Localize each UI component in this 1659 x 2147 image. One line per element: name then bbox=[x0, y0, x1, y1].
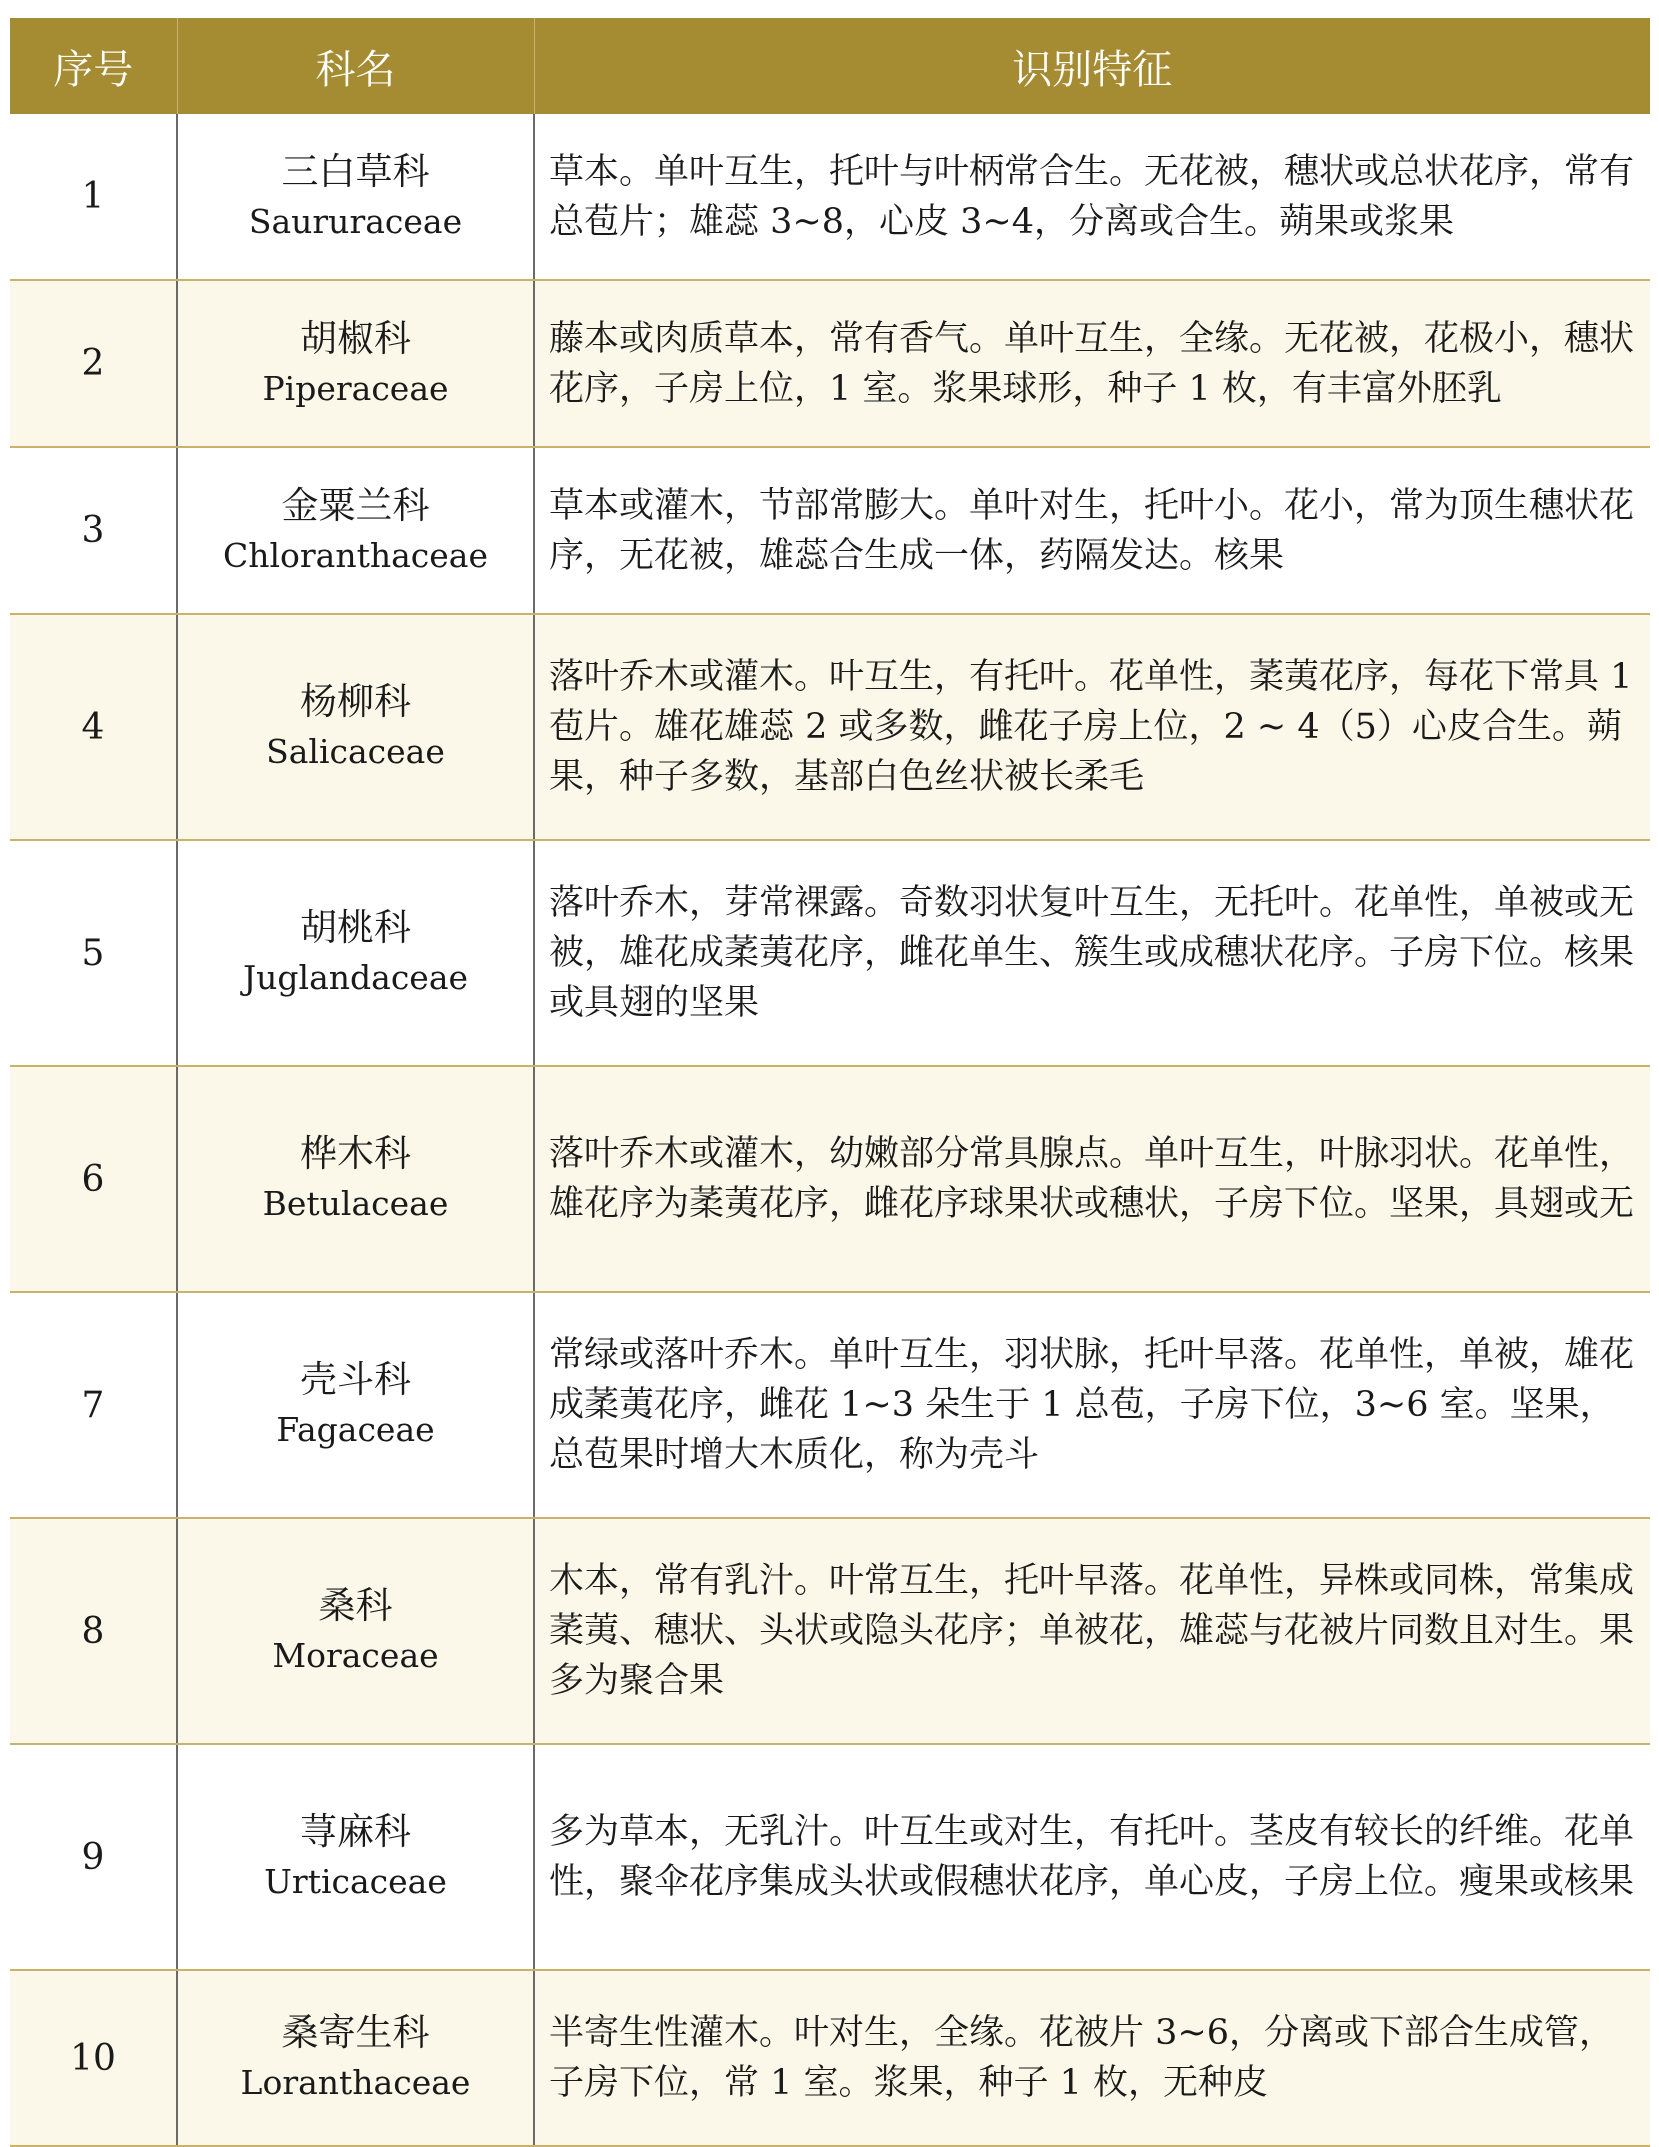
family-chinese-name: 金粟兰科 bbox=[281, 483, 430, 527]
table-row bbox=[10, 840, 1650, 1066]
family-latin-name: Chloranthaceae bbox=[222, 535, 489, 575]
row-number: 3 bbox=[10, 447, 177, 614]
header-features: 识别特征 bbox=[534, 18, 1650, 114]
features-cell: 木本，常有乳汁。叶常互生，托叶早落。花单性，异株或同株，常集成葇荑、穗状、头状或隐头花序；单被花，雄蕊与花被片同数且对生。果多为聚合果 bbox=[534, 1518, 1650, 1744]
family-latin-name: Juglandaceae bbox=[242, 958, 469, 997]
plant-family-table bbox=[10, 18, 1650, 2147]
features-cell: 草本。单叶互生，托叶与叶柄常合生。无花被，穗状或总状花序，常有总苞片；雄蕊 3~8，心皮 3~4，分离或合生。蒴果或浆果 bbox=[534, 114, 1650, 280]
family-latin-name: Piperaceae bbox=[262, 368, 449, 408]
family-chinese-name: 杨柳科 bbox=[300, 680, 411, 723]
header-family: 科名 bbox=[177, 18, 534, 114]
table-row bbox=[10, 1518, 1650, 1744]
row-number: 9 bbox=[10, 1744, 177, 1970]
header-number: 序号 bbox=[10, 18, 177, 114]
family-chinese-name: 桦木科 bbox=[300, 1132, 411, 1175]
table-row bbox=[10, 1744, 1650, 1970]
family-cell bbox=[177, 114, 534, 280]
family-latin-name: Fagaceae bbox=[276, 1410, 435, 1449]
family-latin-name: Saururaceae bbox=[248, 201, 463, 241]
family-chinese-name: 桑科 bbox=[318, 1584, 393, 1627]
family-cell bbox=[177, 1970, 534, 2146]
family-latin-name: Salicaceae bbox=[266, 732, 445, 771]
table-row bbox=[10, 447, 1650, 614]
features-cell: 落叶乔木或灌木，幼嫩部分常具腺点。单叶互生，叶脉羽状。花单性，雄花序为葇荑花序，雌花序球果状或穗状，子房下位。坚果，具翅或无 bbox=[534, 1066, 1650, 1292]
family-chinese-name: 胡桃科 bbox=[300, 906, 411, 949]
plant-family-table-container bbox=[10, 18, 1650, 2147]
row-number: 6 bbox=[10, 1066, 177, 1292]
row-number: 10 bbox=[10, 1970, 177, 2146]
family-chinese-name: 荨麻科 bbox=[300, 1810, 411, 1853]
table-body bbox=[10, 114, 1650, 2146]
features-cell: 草本或灌木，节部常膨大。单叶对生，托叶小。花小，常为顶生穗状花序，无花被，雄蕊合生成一体，药隔发达。核果 bbox=[534, 447, 1650, 614]
features-cell: 落叶乔木，芽常裸露。奇数羽状复叶互生，无托叶。花单性，单被或无被，雄花成葇荑花序，雌花单生、簇生或成穗状花序。子房下位。核果或具翅的坚果 bbox=[534, 840, 1650, 1066]
features-cell: 半寄生性灌木。叶对生，全缘。花被片 3~6，分离或下部合生成管，子房下位，常 1 室。浆果，种子 1 枚，无种皮 bbox=[534, 1970, 1650, 2146]
row-number: 8 bbox=[10, 1518, 177, 1744]
features-cell: 常绿或落叶乔木。单叶互生，羽状脉，托叶早落。花单性，单被，雄花成葇荑花序，雌花 1~3 朵生于 1 总苞，子房下位，3~6 室。坚果，总苞果时增大木质化，称为壳斗 bbox=[534, 1292, 1650, 1518]
family-chinese-name: 胡椒科 bbox=[300, 316, 411, 360]
table-row bbox=[10, 280, 1650, 447]
family-cell bbox=[177, 1066, 534, 1292]
family-chinese-name: 桑寄生科 bbox=[281, 2011, 430, 2054]
table-row bbox=[10, 1970, 1650, 2146]
features-cell: 藤本或肉质草本，常有香气。单叶互生，全缘。无花被，花极小，穗状花序，子房上位，1 室。浆果球形，种子 1 枚，有丰富外胚乳 bbox=[534, 280, 1650, 447]
table-row bbox=[10, 614, 1650, 840]
family-cell bbox=[177, 447, 534, 614]
family-latin-name: Loranthaceae bbox=[240, 2063, 471, 2102]
table-row bbox=[10, 114, 1650, 280]
family-latin-name: Moraceae bbox=[272, 1636, 439, 1675]
table-header bbox=[10, 18, 1650, 114]
family-cell bbox=[177, 614, 534, 840]
family-cell bbox=[177, 1518, 534, 1744]
row-number: 5 bbox=[10, 840, 177, 1066]
family-cell bbox=[177, 280, 534, 447]
features-cell: 多为草本，无乳汁。叶互生或对生，有托叶。茎皮有较长的纤维。花单性，聚伞花序集成头状或假穗状花序，单心皮，子房上位。瘦果或核果 bbox=[534, 1744, 1650, 1970]
row-number: 4 bbox=[10, 614, 177, 840]
header-row bbox=[10, 18, 1650, 114]
table-row bbox=[10, 1292, 1650, 1518]
family-cell bbox=[177, 1744, 534, 1970]
family-cell bbox=[177, 840, 534, 1066]
row-number: 2 bbox=[10, 280, 177, 447]
features-cell: 落叶乔木或灌木。叶互生，有托叶。花单性，葇荑花序，每花下常具 1 苞片。雄花雄蕊 2 或多数，雌花子房上位，2 ~ 4（5）心皮合生。蒴果，种子多数，基部白色丝状被长柔毛 bbox=[534, 614, 1650, 840]
family-cell bbox=[177, 1292, 534, 1518]
family-chinese-name: 三白草科 bbox=[281, 149, 430, 193]
row-number: 7 bbox=[10, 1292, 177, 1518]
row-number: 1 bbox=[10, 114, 177, 280]
table-row bbox=[10, 1066, 1650, 1292]
family-chinese-name: 壳斗科 bbox=[300, 1358, 411, 1401]
family-latin-name: Urticaceae bbox=[264, 1862, 447, 1901]
family-latin-name: Betulaceae bbox=[262, 1184, 449, 1223]
